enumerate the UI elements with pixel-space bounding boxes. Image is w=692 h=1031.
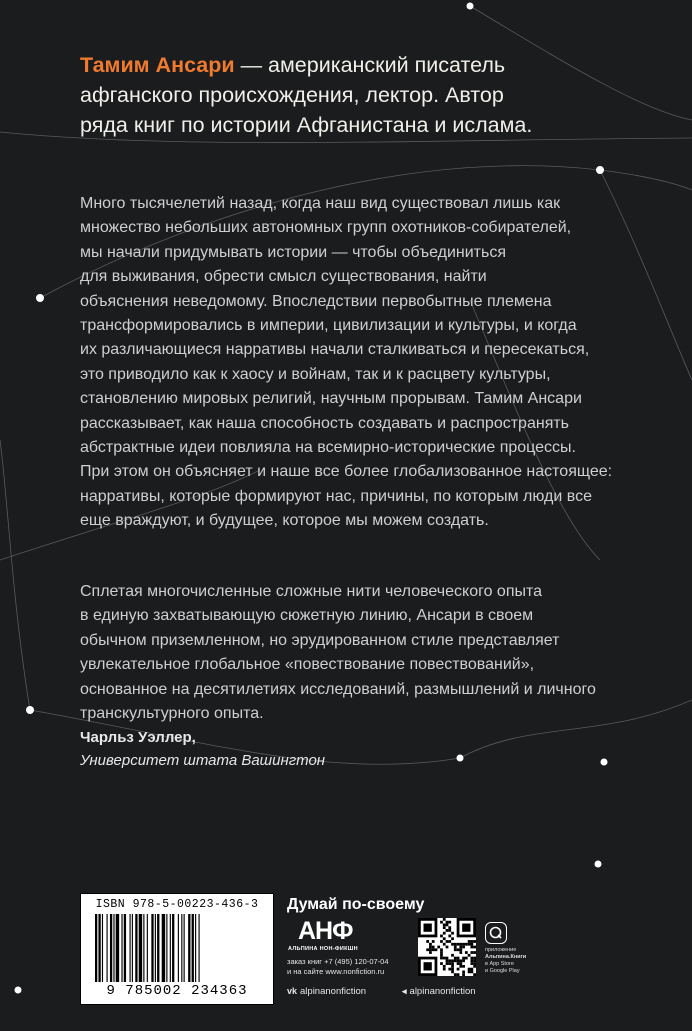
telegram-icon: ◂	[402, 986, 407, 996]
star	[15, 987, 22, 994]
blurb-line: трансформировались в империи, цивилизации и культуры, и когда	[80, 317, 577, 335]
app-store-info	[485, 947, 555, 975]
blurb-line: При этом он объясняет и наше все более глобализованное настоящее:	[80, 463, 613, 481]
barcode-bar	[102, 914, 103, 982]
blurb-line: абстрактные идеи повлияла на всемирно-исторические процессы.	[80, 439, 576, 457]
barcode-bar	[188, 914, 190, 982]
blurb-paragraph-1	[80, 192, 640, 534]
barcode-bar	[151, 914, 153, 982]
order-website: и на сайте www.nonfiction.ru	[287, 967, 385, 976]
blurb-paragraph-2	[80, 580, 640, 726]
star	[26, 706, 34, 714]
telegram-handle: alpinanonfiction	[409, 986, 476, 997]
barcode-bar	[135, 914, 137, 982]
blurb-line: увлекательное глобальное «повествование повествований»,	[80, 656, 535, 674]
barcode-bar	[178, 914, 179, 982]
barcode-bar	[95, 914, 97, 982]
app-line: в App Store	[485, 961, 514, 967]
quote-affiliation: Университет штата Вашингтон	[80, 752, 326, 769]
ean-digits: 9 785002 234363	[106, 983, 248, 999]
barcode-bar	[121, 914, 122, 982]
barcode-bar	[195, 914, 196, 982]
barcode-bar	[113, 914, 114, 982]
author-bio-line2: афганского происхождения, лектор. Автор	[80, 83, 504, 107]
blurb-line: основанное на десятилетиях исследований, размышлений и личного	[80, 680, 596, 698]
barcode-bar	[139, 914, 142, 982]
blurb-line: объяснения неведомому. Впоследствии первобытные племена	[80, 292, 552, 310]
barcode-bar	[192, 914, 194, 982]
star	[601, 759, 608, 766]
publisher-slogan: Думай по-своему	[287, 896, 425, 913]
author-bio	[80, 50, 600, 140]
blurb-line: рассказывает, как наша способность создавать и распространять	[80, 414, 570, 432]
star	[36, 294, 44, 302]
blurb-line: в единую захватывающую сюжетную линию, Ансари в своем	[80, 607, 534, 625]
author-bio-line3: ряда книг по истории Афганистана и ислама.	[80, 113, 533, 137]
barcode-bar	[157, 914, 159, 982]
barcode-bar	[170, 914, 171, 982]
barcode-bar	[162, 914, 165, 982]
vk-handle: alpinanonfiction	[300, 986, 367, 997]
quote-author: Чарльз Уэллер,	[80, 729, 196, 746]
app-line: и Google Play	[485, 968, 520, 974]
app-line: Альпина.Книги	[485, 954, 527, 960]
barcode-bar	[107, 914, 108, 982]
barcode-bar	[166, 914, 167, 982]
author-name: Тамим Ансари	[80, 53, 235, 77]
qr-code-icon	[418, 918, 476, 976]
social-vk	[287, 986, 366, 997]
blurb-line: множество небольших автономных групп охотников-собирателей,	[80, 219, 572, 237]
star	[457, 755, 464, 762]
app-icon	[485, 922, 507, 944]
blurb-line: обычном приземленном, но эрудированном стиле представляет	[80, 631, 560, 649]
star	[595, 861, 602, 868]
barcode-bar	[110, 914, 112, 982]
app-line: приложение	[485, 947, 517, 953]
blurb-line: их различающиеся нарративы начали сталкиваться и пересекаться,	[80, 341, 590, 359]
publisher-logo-caption: АЛЬПИНА НОН-ФИКШН	[288, 946, 358, 952]
author-bio-line1: — американский писатель	[234, 53, 506, 77]
barcode-bar	[181, 914, 182, 982]
blurb-line: Сплетая многочисленные сложные нити человеческого опыта	[80, 583, 543, 600]
barcode-bars	[95, 914, 259, 982]
barcode-bar	[184, 914, 185, 982]
blurb-line: для выживания, обрести смысл существования, найти	[80, 268, 487, 286]
blurb-line: мы начали придумывать истории — чтобы объединиться	[80, 243, 507, 261]
blurb-line: транскультурного опыта.	[80, 705, 264, 723]
barcode-bar	[143, 914, 144, 982]
publisher-logo: АНФ	[298, 917, 353, 945]
vk-icon: vk	[287, 986, 298, 996]
star	[467, 3, 474, 10]
social-telegram	[402, 986, 476, 997]
barcode-bar	[155, 914, 156, 982]
barcode-bar	[130, 914, 131, 982]
blurb-line: нарративы, которые формируют нас, причины, по которым люди все	[80, 487, 592, 505]
isbn-label: ISBN 978-5-00223-436-3	[95, 898, 259, 911]
star	[596, 166, 604, 174]
blurb-line: становлению мировых религий, научным прорывам. Тамим Ансари	[80, 390, 582, 408]
barcode-bar	[172, 914, 174, 982]
order-phone: заказ книг +7 (495) 120-07-04	[287, 957, 389, 966]
barcode-bar	[199, 914, 200, 982]
blurb-line: Много тысячелетий назад, когда наш вид существовал лишь как	[80, 195, 561, 212]
isbn-barcode	[80, 893, 274, 1005]
barcode-bar	[98, 914, 100, 982]
barcode-bar	[124, 914, 126, 982]
blurb-line: это приводило как к хаосу и войнам, так и к расцвету культуры,	[80, 365, 551, 383]
barcode-bar	[116, 914, 119, 982]
blurb-line: еще враждуют, и будущее, которое мы можем создать.	[80, 512, 489, 530]
barcode-bar	[147, 914, 148, 982]
barcode-bar	[132, 914, 133, 982]
